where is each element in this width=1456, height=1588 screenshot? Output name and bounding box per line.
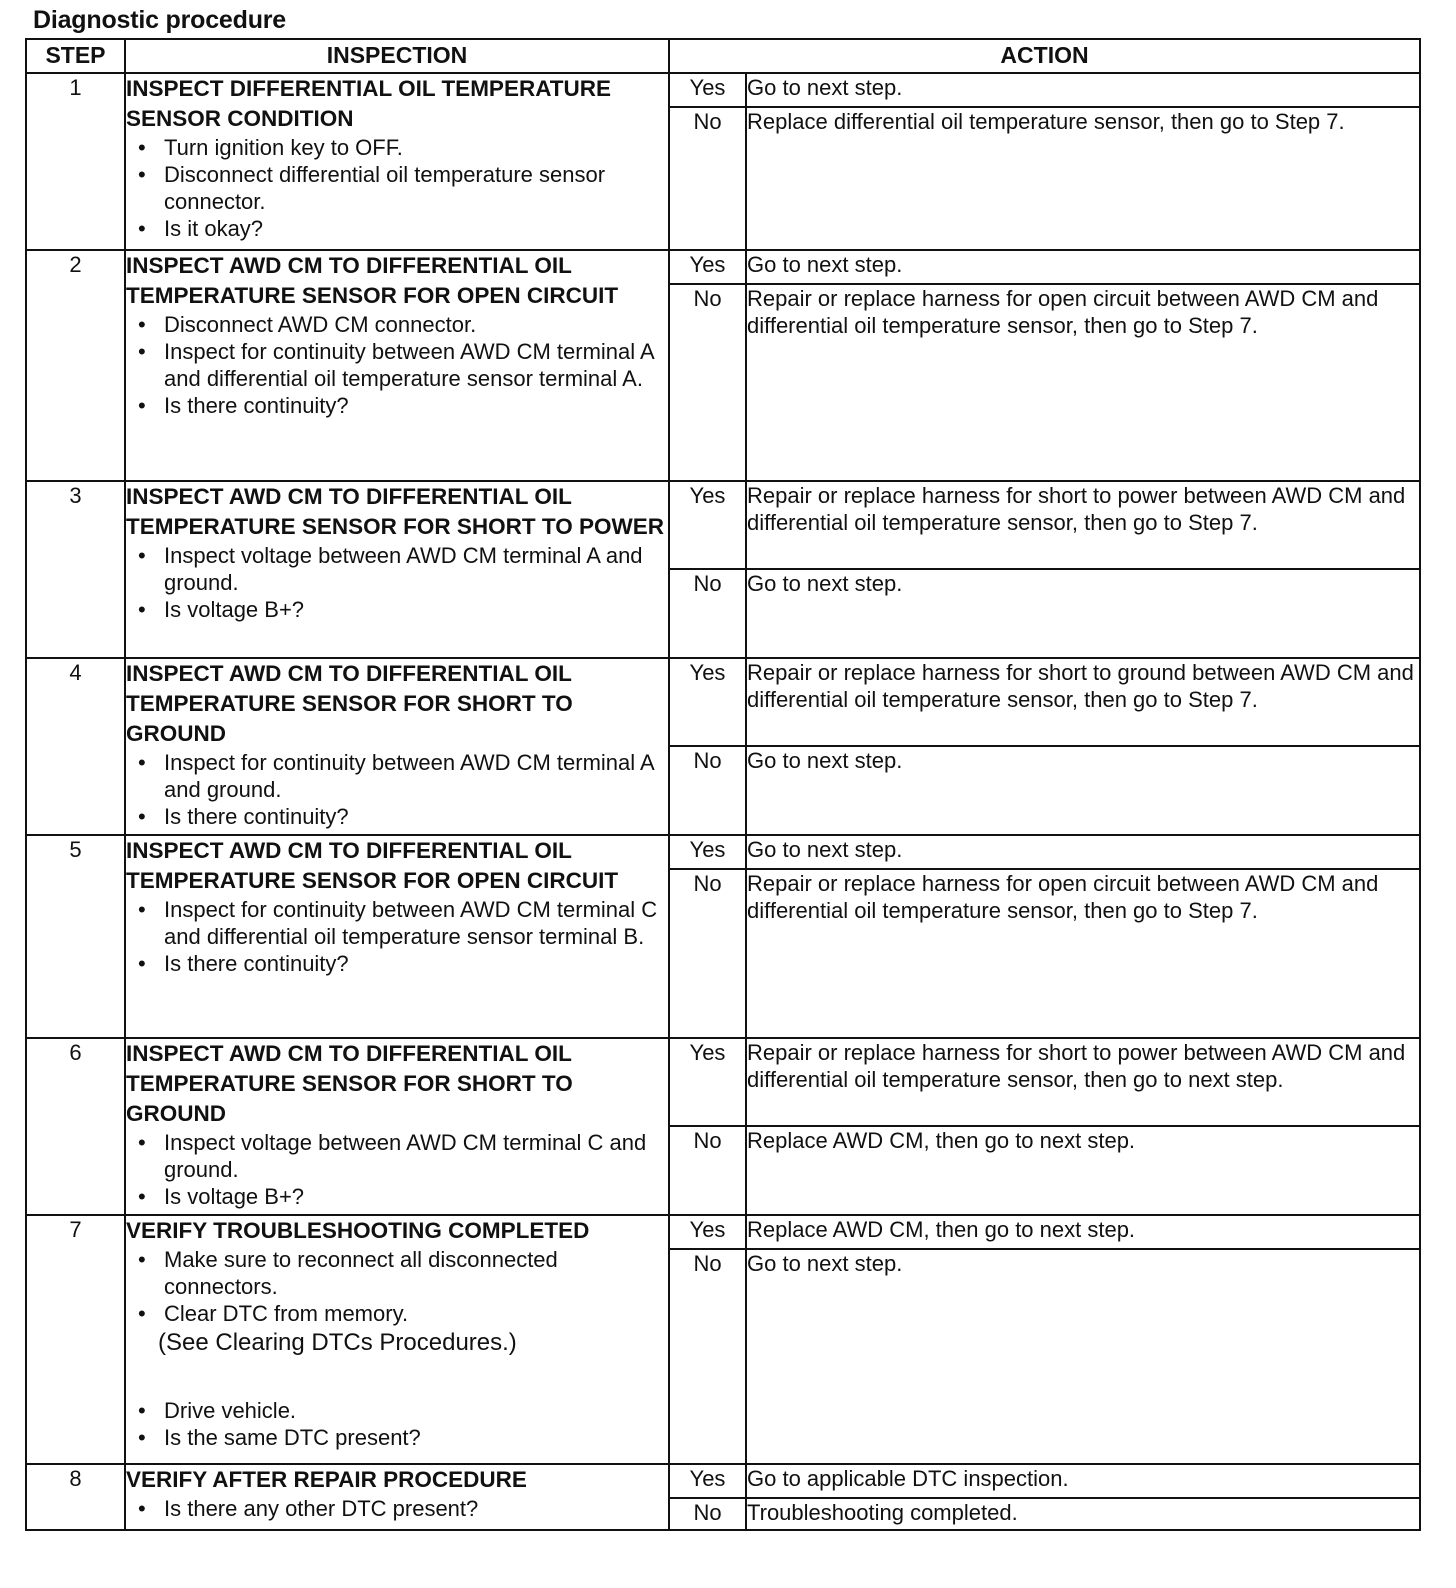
step-column-header: STEP xyxy=(26,39,125,73)
bullet-item: • Is voltage B+? xyxy=(126,1183,668,1210)
step-number: 5 xyxy=(26,835,125,1038)
step-row xyxy=(26,1038,1420,1126)
yes-label: Yes xyxy=(669,835,746,869)
inspection-cell xyxy=(125,481,669,658)
bullet-item: • Is there continuity? xyxy=(126,392,668,419)
no-action: Repair or replace harness for open circuit between AWD CM and differential oil temperature sensor, then go to Step 7. xyxy=(746,869,1420,1038)
bullet-item: • Is there any other DTC present? xyxy=(126,1495,668,1522)
bullet-item: • Disconnect AWD CM connector. xyxy=(126,311,668,338)
inspection-cell xyxy=(125,835,669,1038)
bullet-item: • Drive vehicle. xyxy=(126,1397,668,1424)
inspection-cell xyxy=(125,1464,669,1530)
step-number: 7 xyxy=(26,1215,125,1464)
bullet-list xyxy=(126,1246,668,1327)
inspection-cell xyxy=(125,1215,669,1464)
yes-label: Yes xyxy=(669,481,746,569)
yes-action: Repair or replace harness for short to power between AWD CM and differential oil temperature sensor, then go to Step 7. xyxy=(746,481,1420,569)
bullet-item: • Is the same DTC present? xyxy=(126,1424,668,1451)
no-action: Repair or replace harness for open circuit between AWD CM and differential oil temperature sensor, then go to Step 7. xyxy=(746,284,1420,481)
no-label: No xyxy=(669,569,746,658)
no-label: No xyxy=(669,1249,746,1464)
inspection-title: INSPECT AWD CM TO DIFFERENTIAL OIL TEMPERATURE SENSOR FOR OPEN CIRCUIT xyxy=(126,838,619,893)
no-label: No xyxy=(669,1126,746,1215)
bullet-list xyxy=(126,542,668,623)
bullet-item: • Inspect for continuity between AWD CM terminal A and differential oil temperature sensor terminal A. xyxy=(126,338,668,392)
no-label: No xyxy=(669,1498,746,1530)
yes-label: Yes xyxy=(669,658,746,746)
bullet-list xyxy=(126,1129,668,1210)
step-row xyxy=(26,481,1420,569)
yes-label: Yes xyxy=(669,1215,746,1249)
no-action: Go to next step. xyxy=(746,1249,1420,1464)
bullet-list xyxy=(126,896,668,977)
inspection-title: VERIFY TROUBLESHOOTING COMPLETED xyxy=(126,1218,590,1243)
inspection-cell xyxy=(125,73,669,250)
bullet-list xyxy=(126,311,668,419)
no-action: Troubleshooting completed. xyxy=(746,1498,1420,1530)
yes-label: Yes xyxy=(669,73,746,107)
inspection-cell xyxy=(125,1038,669,1215)
no-action: Go to next step. xyxy=(746,569,1420,658)
yes-label: Yes xyxy=(669,1038,746,1126)
bullet-item: • Inspect voltage between AWD CM terminal A and ground. xyxy=(126,542,668,596)
inspection-title: INSPECT AWD CM TO DIFFERENTIAL OIL TEMPERATURE SENSOR FOR OPEN CIRCUIT xyxy=(126,253,619,308)
step-number: 1 xyxy=(26,73,125,250)
bullet-item: • Inspect for continuity between AWD CM terminal A and ground. xyxy=(126,749,668,803)
table-body xyxy=(26,73,1420,1530)
step-number: 8 xyxy=(26,1464,125,1530)
step-number: 6 xyxy=(26,1038,125,1215)
action-column-header: ACTION xyxy=(669,39,1420,73)
bullet-list xyxy=(126,1495,668,1522)
inspection-title: INSPECT DIFFERENTIAL OIL TEMPERATURE SENSOR CONDITION xyxy=(126,76,612,131)
step-number: 3 xyxy=(26,481,125,658)
bullet-list xyxy=(126,134,668,242)
inspection-title: INSPECT AWD CM TO DIFFERENTIAL OIL TEMPERATURE SENSOR FOR SHORT TO GROUND xyxy=(126,1041,573,1126)
yes-label: Yes xyxy=(669,250,746,284)
inspection-cell xyxy=(125,658,669,835)
step-row xyxy=(26,658,1420,746)
inspection-title: VERIFY AFTER REPAIR PROCEDURE xyxy=(126,1467,527,1492)
bullet-item: • Is there continuity? xyxy=(126,950,668,977)
page-title: Diagnostic procedure xyxy=(33,6,286,34)
yes-label: Yes xyxy=(669,1464,746,1498)
no-action: Go to next step. xyxy=(746,746,1420,835)
bullet-item: • Inspect voltage between AWD CM terminal C and ground. xyxy=(126,1129,668,1183)
no-label: No xyxy=(669,869,746,1038)
step-row xyxy=(26,1464,1420,1498)
no-label: No xyxy=(669,107,746,250)
yes-action: Go to next step. xyxy=(746,250,1420,284)
inspection-title: INSPECT AWD CM TO DIFFERENTIAL OIL TEMPERATURE SENSOR FOR SHORT TO GROUND xyxy=(126,661,573,746)
see-reference-note: (See Clearing DTCs Procedures.) xyxy=(158,1329,517,1356)
no-label: No xyxy=(669,746,746,835)
bullet-item: • Is voltage B+? xyxy=(126,596,668,623)
step-number: 2 xyxy=(26,250,125,481)
bullet-item: • Is there continuity? xyxy=(126,803,668,830)
no-action: Replace differential oil temperature sensor, then go to Step 7. xyxy=(746,107,1420,250)
step-number: 4 xyxy=(26,658,125,835)
inspection-column-header: INSPECTION xyxy=(125,39,669,73)
step-row xyxy=(26,73,1420,107)
step-row xyxy=(26,835,1420,869)
bullet-list xyxy=(126,749,668,830)
diagnostic-table xyxy=(25,38,1421,1531)
bullet-item: • Inspect for continuity between AWD CM terminal C and differential oil temperature sensor terminal B. xyxy=(126,896,668,950)
step-row xyxy=(26,1215,1420,1249)
yes-action: Go to next step. xyxy=(746,835,1420,869)
bullet-item: • Clear DTC from memory. xyxy=(126,1300,668,1327)
bullet-item: • Is it okay? xyxy=(126,215,668,242)
inspection-title: INSPECT AWD CM TO DIFFERENTIAL OIL TEMPERATURE SENSOR FOR SHORT TO POWER xyxy=(126,484,664,539)
yes-action: Repair or replace harness for short to power between AWD CM and differential oil temperature sensor, then go to next step. xyxy=(746,1038,1420,1126)
inspection-cell xyxy=(125,250,669,481)
step-row xyxy=(26,250,1420,284)
no-label: No xyxy=(669,284,746,481)
table-header-row xyxy=(26,39,1420,73)
bullet-list xyxy=(126,1397,668,1451)
yes-action: Go to next step. xyxy=(746,73,1420,107)
yes-action: Replace AWD CM, then go to next step. xyxy=(746,1215,1420,1249)
yes-action: Repair or replace harness for short to ground between AWD CM and differential oil temperature sensor, then go to Step 7. xyxy=(746,658,1420,746)
yes-action: Go to applicable DTC inspection. xyxy=(746,1464,1420,1498)
bullet-item: • Make sure to reconnect all disconnected connectors. xyxy=(126,1246,668,1300)
bullet-item: • Disconnect differential oil temperature sensor connector. xyxy=(126,161,668,215)
no-action: Replace AWD CM, then go to next step. xyxy=(746,1126,1420,1215)
bullet-item: • Turn ignition key to OFF. xyxy=(126,134,668,161)
